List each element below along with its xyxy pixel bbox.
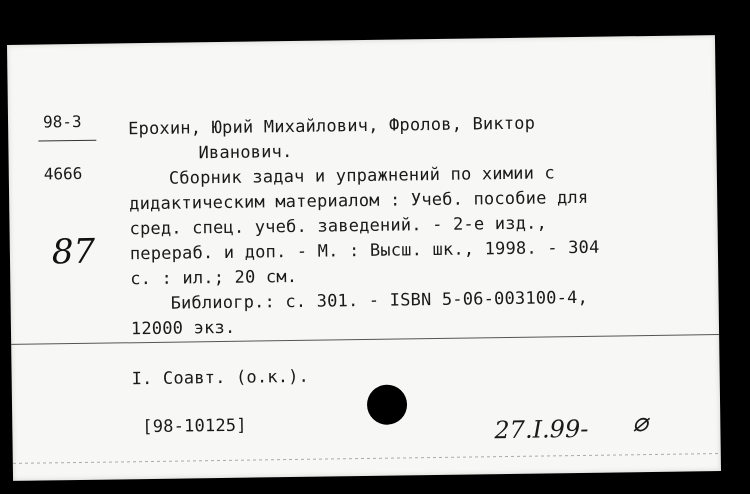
print-run: 12000 экз. <box>130 317 236 340</box>
imprint-line: перераб. и доп. - М. : Высш. шк., 1998. - 304 <box>129 237 600 265</box>
title-line-1: Сборник задач и упражнений по химии с <box>168 163 556 189</box>
edition-line: сред. спец. учеб. заведений. - 2-е изд., <box>129 213 548 240</box>
title-line-2: дидактическим материалом : Учеб. пособие для <box>129 187 589 215</box>
handwritten-zero-icon: ⌀ <box>632 408 649 439</box>
physical-description: с. : ил.; 20 см. <box>130 266 298 290</box>
handwritten-mark: 87 <box>51 231 96 273</box>
subject-entry: I. Соавт. (о.к.). <box>131 366 310 390</box>
accession-number: 4666 <box>43 163 83 184</box>
author-continuation: Иванович. <box>198 141 293 164</box>
punch-hole <box>367 384 408 425</box>
catalog-card <box>7 35 721 481</box>
card-divider <box>11 334 719 345</box>
registration-number: [98-10125] <box>142 415 247 438</box>
card-edge-line <box>13 453 721 464</box>
handwritten-date: 27.I.99- <box>494 414 589 445</box>
notes-isbn-line: Библиогр.: с. 301. - ISBN 5-06-003100-4, <box>170 287 589 314</box>
author-line: Ерохин, Юрий Михайлович, Фролов, Виктор <box>128 113 536 140</box>
call-number: 98-3 <box>42 111 82 132</box>
call-number-rule <box>38 140 96 142</box>
